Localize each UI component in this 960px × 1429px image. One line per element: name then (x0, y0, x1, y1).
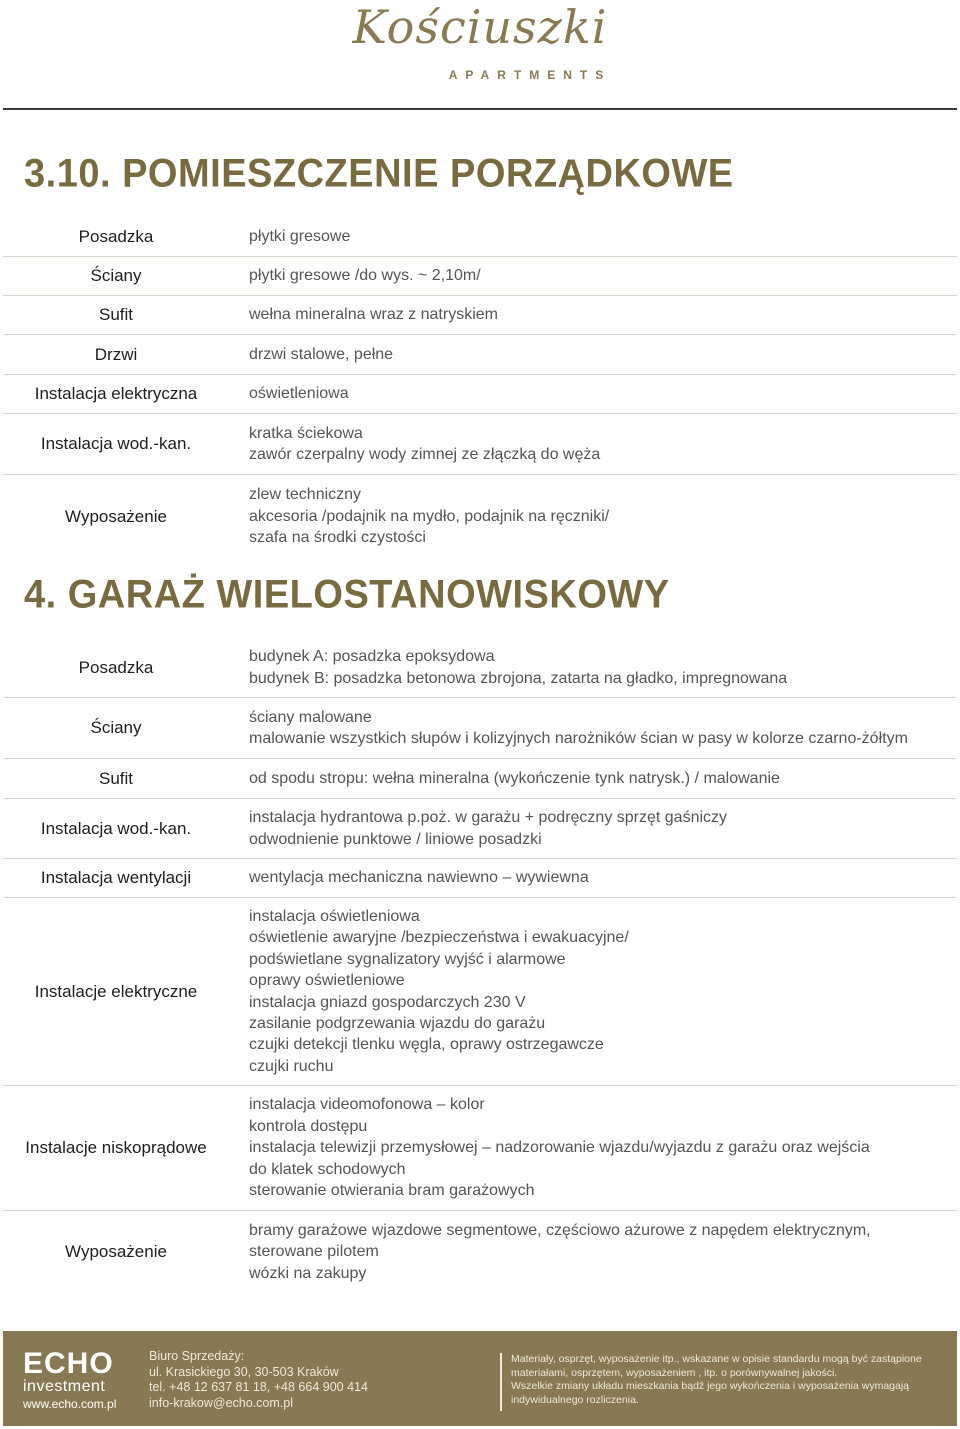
spec-row (3, 638, 957, 698)
spec-value-line: akcesoria /podajnik na mydło, podajnik na ręczniki/ (249, 507, 610, 525)
spec-label: Sufit (98, 768, 134, 788)
page-footer (3, 1331, 957, 1426)
spec-value-line: kratka ściekowa (249, 424, 363, 442)
office-email[interactable]: info-krakow@echo.com.pl (149, 1395, 293, 1410)
spec-row (3, 1211, 957, 1293)
spec-values (229, 1220, 957, 1284)
spec-value-line: instalacja oświetleniowa (249, 907, 420, 925)
spec-values (229, 807, 957, 850)
spec-values (229, 265, 957, 286)
spec-label: Instalacja wentylacji (40, 868, 192, 887)
logo-sub-text: investment (23, 1378, 106, 1395)
page-header (0, 0, 960, 110)
spec-label: Instalacja wod.-kan. (40, 818, 192, 838)
spec-row (3, 414, 957, 475)
spec-table-garage (3, 638, 957, 1293)
spec-value-line: czujki detekcji tlenku węgla, oprawy ostrzegawcze (249, 1036, 604, 1054)
spec-row (3, 898, 957, 1086)
header-divider (3, 108, 957, 110)
spec-row (3, 475, 957, 558)
spec-value-line: malowanie wszystkich słupów i kolizyjnych narożników ścian w pasy w kolorze czarno-żółtym (249, 730, 908, 747)
spec-values (229, 867, 957, 888)
echo-investment-logo (23, 1349, 133, 1413)
spec-values (229, 1094, 957, 1201)
spec-values (229, 226, 957, 247)
spec-label: Posadzka (78, 657, 154, 677)
office-heading: Biuro Sprzedaży: (149, 1349, 245, 1363)
spec-row (3, 257, 957, 296)
section-title-garage: 4. GARAŻ WIELOSTANOWISKOWY (24, 573, 670, 618)
spec-values (229, 646, 957, 689)
spec-value-line: instalacja telewizji przemysłowej – nadzorowanie wjazdu/wyjazdu z garażu oraz wejścia (249, 1139, 870, 1157)
spec-label: Ściany (90, 266, 142, 285)
spec-value-line: płytki gresowe /do wys. ~ 2,10m/ (249, 267, 481, 285)
spec-value-line: instalacja hydrantowa p.poż. w garażu + podręczny sprzęt gaśniczy (249, 809, 728, 827)
spec-value-line: budynek A: posadzka epoksydowa (249, 648, 495, 666)
spec-row (3, 759, 957, 799)
spec-label: Instalacje elektryczne (34, 981, 198, 1001)
spec-label: Wyposażenie (65, 506, 167, 526)
spec-value-line: wózki na zakupy (249, 1264, 367, 1282)
spec-row (3, 698, 957, 759)
spec-row (3, 335, 957, 375)
spec-values (229, 484, 957, 548)
spec-value-line: podświetlane sygnalizatory wyjść i alarmowe (249, 950, 566, 968)
sales-office-info (149, 1349, 368, 1411)
spec-value-line: ściany malowane (249, 708, 372, 726)
spec-values (229, 423, 957, 466)
spec-value-line: budynek B: posadzka betonowa zbrojona, zatarta na gładko, impregnowana (249, 669, 788, 687)
office-phone: tel. +48 12 637 81 18, +48 664 900 414 (149, 1380, 368, 1394)
spec-value-line: wentylacja mechaniczna nawiewno – wywiewna (249, 869, 589, 887)
brand-logo-subtitle: APARTMENTS (448, 68, 612, 82)
spec-value-line: instalacja videomofonowa – kolor (249, 1096, 485, 1114)
spec-value-line: sterowane pilotem (249, 1243, 379, 1261)
spec-value-line: zlew techniczny (249, 486, 362, 504)
spec-label: Ściany (90, 718, 142, 737)
spec-label: Sufit (98, 305, 134, 324)
spec-table-cleaning-room (3, 217, 957, 558)
section-title-cleaning-room: 3.10. POMIESZCZENIE PORZĄDKOWE (24, 152, 734, 197)
disclaimer-line: indywidualnego rozliczenia. (511, 1393, 639, 1406)
spec-row (3, 296, 957, 335)
spec-value-line: sterowanie otwierania bram garażowych (249, 1182, 535, 1200)
spec-values (229, 768, 957, 789)
spec-values (229, 906, 957, 1077)
spec-value-line: bramy garażowe wjazdowe segmentowe, częściowo ażurowe z napędem elektrycznym, (249, 1221, 871, 1239)
spec-value-line: oświetleniowa (249, 385, 349, 403)
disclaimer-text (511, 1353, 941, 1407)
spec-values (229, 383, 957, 404)
brand-logo-script: Kościuszki (352, 0, 608, 54)
spec-value-line: czujki ruchu (249, 1057, 334, 1075)
spec-value-line: zasilanie podgrzewania wjazdu do garażu (249, 1014, 546, 1032)
spec-label: Instalacja elektryczna (34, 384, 198, 403)
spec-value-line: kontrola dostępu (249, 1117, 368, 1135)
spec-row (3, 859, 957, 898)
spec-label: Instalacja wod.-kan. (40, 434, 192, 453)
spec-values (229, 304, 957, 325)
spec-value-line: zawór czerpalny wody zimnej ze złączką do węża (249, 446, 601, 463)
spec-value-line: odwodnienie punktowe / liniowe posadzki (249, 830, 542, 848)
logo-main-text: ECHO (23, 1347, 114, 1380)
spec-value-line: oprawy oświetleniowe (249, 972, 405, 990)
spec-value-line: oświetlenie awaryjne /bezpieczeństwa i ewakuacyjne/ (249, 929, 629, 947)
spec-value-line: do klatek schodowych (249, 1160, 406, 1178)
spec-label: Wyposażenie (65, 1242, 167, 1261)
disclaimer-line: Wszelkie zmiany układu mieszkania bądź jego wykończenia i wyposażenia wymagają (511, 1380, 910, 1392)
disclaimer-line: materiałami, osprzętem, wyposażeniem , itp. o porównywalnej jakości. (511, 1366, 838, 1379)
spec-label: Instalacje niskoprądowe (25, 1138, 207, 1157)
spec-value-line: szafa na środki czystości (249, 529, 426, 547)
spec-row (3, 1086, 957, 1211)
spec-value-line: płytki gresowe (249, 227, 351, 245)
spec-values (229, 344, 957, 365)
spec-row (3, 217, 957, 257)
spec-value-line: od spodu stropu: wełna mineralna (wykończenie tynk natrysk.) / malowanie (249, 769, 780, 787)
spec-row (3, 375, 957, 414)
spec-value-line: wełna mineralna wraz z natryskiem (249, 306, 498, 324)
spec-label: Posadzka (78, 226, 154, 246)
website-link[interactable]: www.echo.com.pl (23, 1397, 117, 1411)
spec-value-line: instalacja gniazd gospodarczych 230 V (249, 993, 526, 1011)
spec-row (3, 799, 957, 859)
office-address: ul. Krasickiego 30, 30-503 Kraków (149, 1364, 339, 1379)
disclaimer-line: Materiały, osprzęt, wyposażenie itp., wskazane w opisie standardu mogą być zastąpione (511, 1353, 922, 1365)
spec-label: Drzwi (94, 344, 138, 364)
spec-values (229, 707, 957, 750)
spec-value-line: drzwi stalowe, pełne (249, 345, 394, 363)
footer-divider (500, 1353, 502, 1411)
